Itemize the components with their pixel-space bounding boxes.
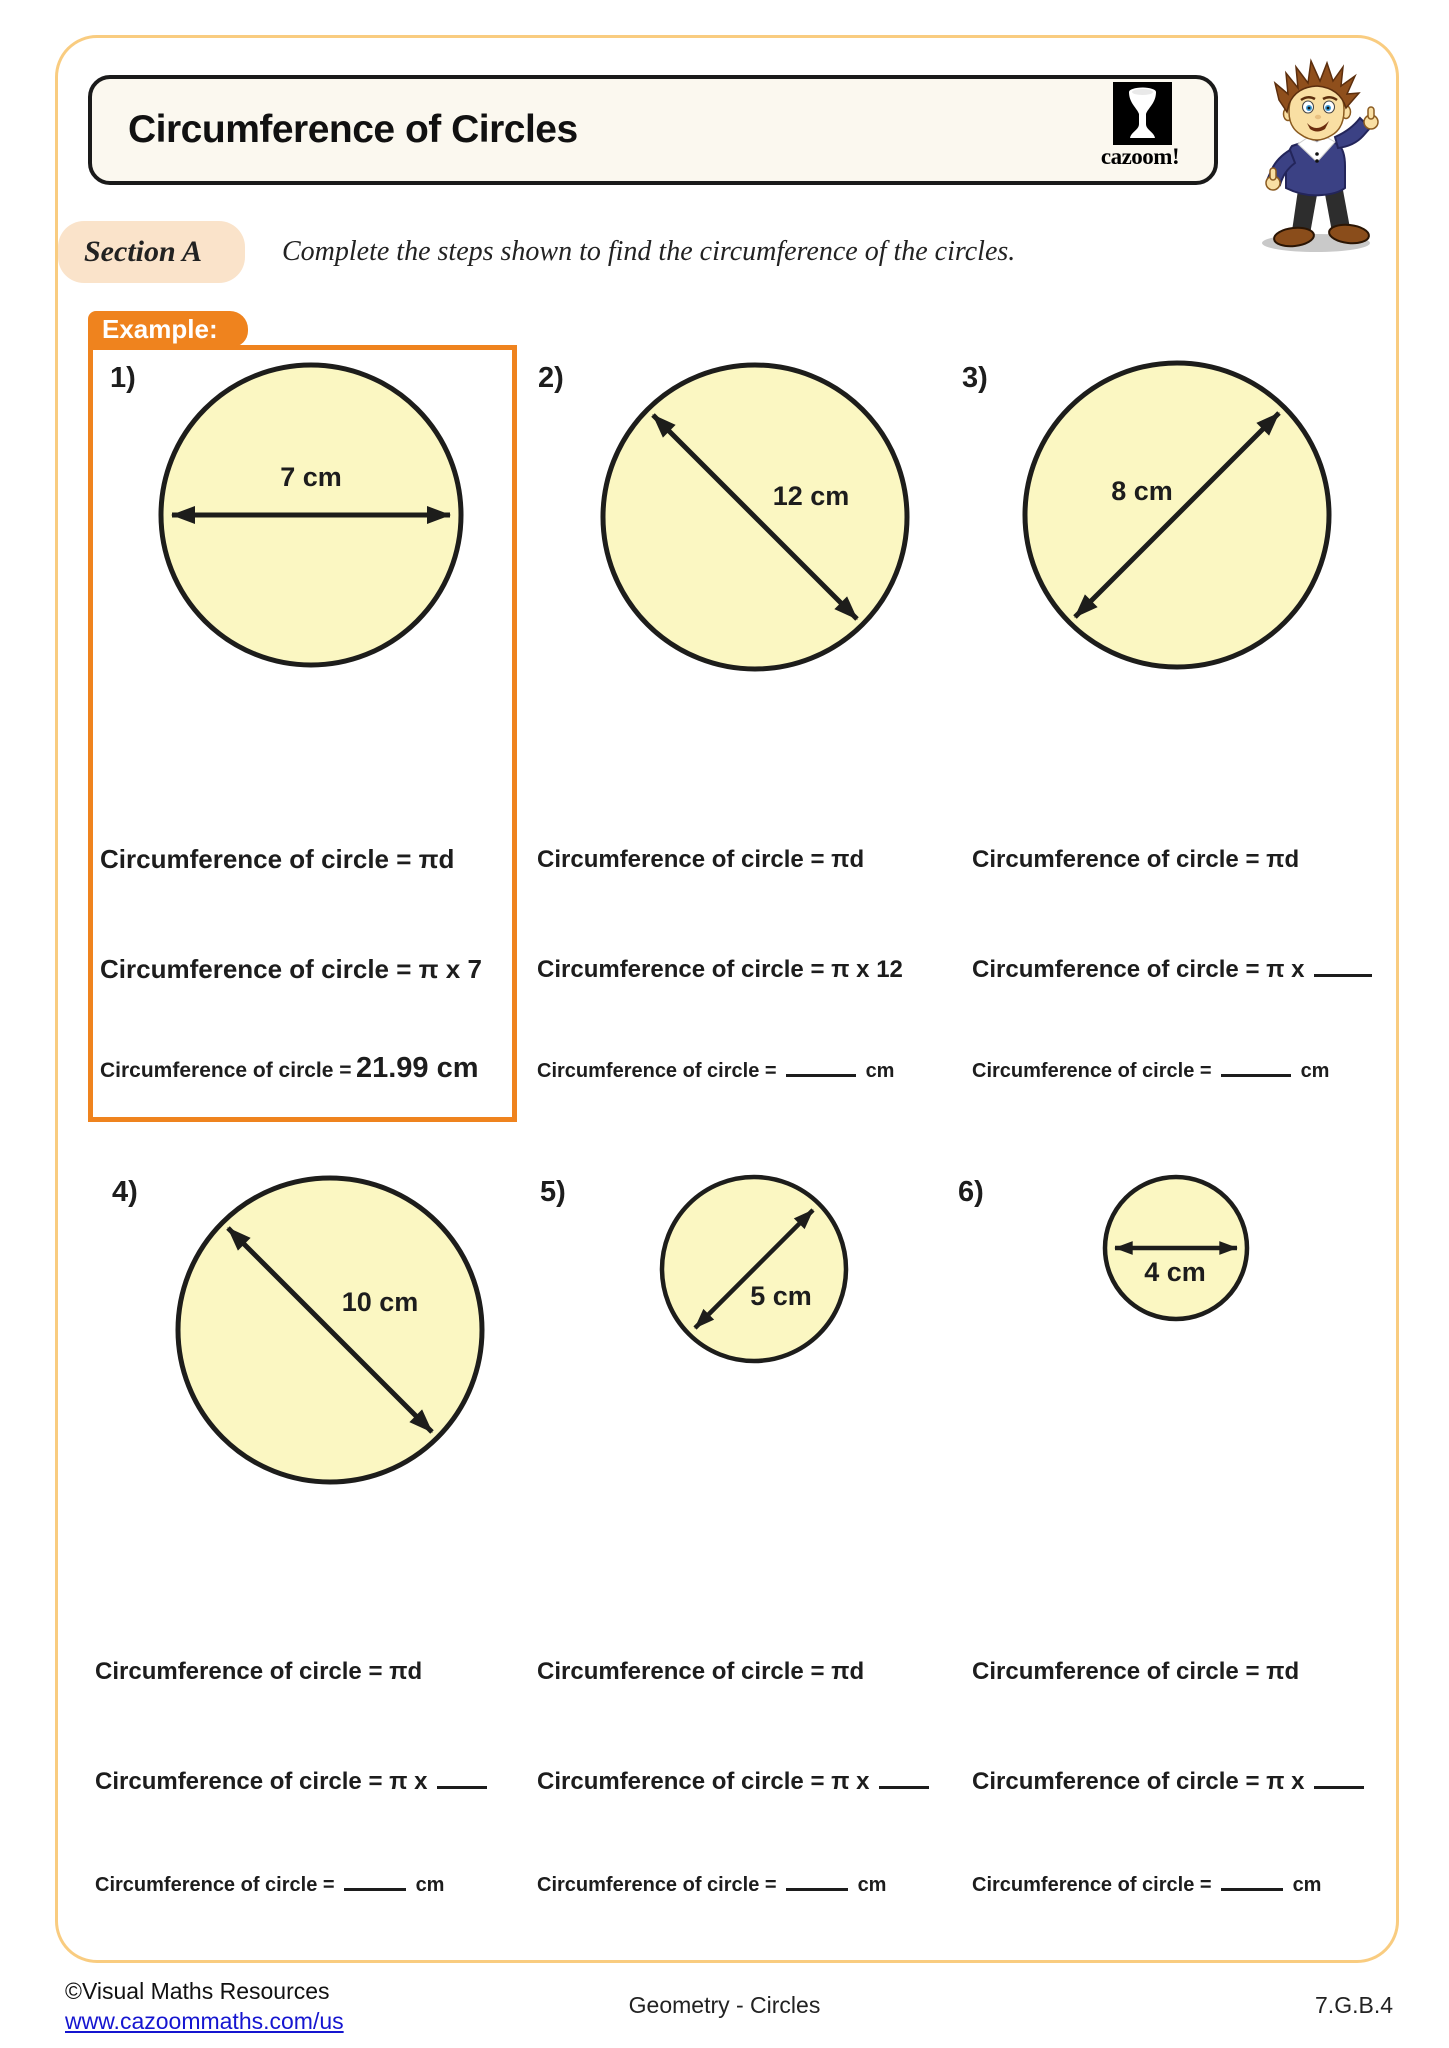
- circle-figure-5: [656, 1171, 852, 1367]
- problem-number-5: 5): [540, 1176, 566, 1208]
- formula-result-prefix: Circumference of circle =: [972, 1060, 1212, 1082]
- formula-line-1: Circumference of circle = πd: [537, 846, 865, 873]
- formula-substitution-prefix: Circumference of circle = π x: [537, 1768, 870, 1795]
- diameter-label-6: 4 cm: [1144, 1257, 1206, 1287]
- footer-link[interactable]: www.cazoommaths.com/us: [65, 2008, 344, 2034]
- footer-standard-code: 7.G.B.4: [1315, 1992, 1393, 2018]
- formula-line-3: [537, 1874, 886, 1897]
- formula-result-unit: cm: [857, 1874, 887, 1896]
- blank-underline[interactable]: [1314, 1782, 1364, 1789]
- title-box: [88, 75, 1218, 185]
- formula-line-2: [537, 1768, 929, 1796]
- section-a-pill: [58, 221, 245, 283]
- blank-underline[interactable]: [1221, 1884, 1283, 1891]
- mascot-illustration: [1232, 50, 1402, 255]
- cazoom-logo: [1113, 82, 1172, 145]
- page-title: Circumference of Circles: [128, 108, 578, 151]
- formula-substitution-prefix: Circumference of circle = π x: [95, 1768, 428, 1795]
- blank-underline[interactable]: [786, 1884, 848, 1891]
- problem-number-1: 1): [110, 362, 136, 394]
- diameter-label-1: 7 cm: [280, 462, 342, 492]
- problem-number-4: 4): [112, 1176, 138, 1208]
- problem-number-2: 2): [538, 362, 564, 394]
- diameter-label-4: 10 cm: [341, 1287, 419, 1317]
- blank-underline[interactable]: [786, 1070, 856, 1077]
- formula-line-1: Circumference of circle = πd: [972, 1658, 1300, 1685]
- circle-figure-2: [597, 359, 913, 675]
- formula-result-prefix: Circumference of circle =: [95, 1874, 335, 1896]
- formula-result-prefix: Circumference of circle =: [537, 1874, 777, 1896]
- formula-line-3: [972, 1060, 1329, 1083]
- example-tab: [88, 311, 248, 347]
- formula-line-3: [95, 1874, 444, 1897]
- section-a-label: Section A: [84, 235, 203, 268]
- section-instruction: Complete the steps shown to find the circumference of the circles.: [282, 236, 1016, 267]
- problem-number-6: 6): [958, 1176, 984, 1208]
- drum-icon: [1113, 82, 1172, 145]
- formula-result-prefix: Circumference of circle =: [537, 1060, 777, 1082]
- problem-number-3: 3): [962, 362, 988, 394]
- formula-result-unit: cm: [1292, 1874, 1322, 1896]
- formula-result-unit: cm: [1300, 1060, 1330, 1082]
- formula-line-2: [95, 1768, 487, 1796]
- footer-copyright: ©Visual Maths Resources: [65, 1978, 330, 2004]
- example-label: Example:: [102, 313, 218, 344]
- blank-underline[interactable]: [879, 1782, 929, 1789]
- circle-figure-4: [172, 1172, 488, 1488]
- brand-label: cazoom!: [1100, 144, 1180, 169]
- formula-result-prefix: Circumference of circle =: [972, 1874, 1212, 1896]
- formula-line-2: [972, 956, 1372, 984]
- circle-figure-6: [1099, 1171, 1253, 1325]
- formula-line-1: Circumference of circle = πd: [100, 844, 455, 874]
- formula-result-prefix: Circumference of circle =: [100, 1059, 352, 1082]
- formula-line-2: Circumference of circle = π x 12: [537, 956, 903, 983]
- formula-line-3: [537, 1060, 894, 1083]
- formula-line-2: Circumference of circle = π x 7: [100, 954, 482, 984]
- circle-figure-3: [1019, 357, 1335, 673]
- formula-substitution-prefix: Circumference of circle = π x: [972, 956, 1305, 983]
- formula-substitution-prefix: Circumference of circle = π x: [972, 1768, 1305, 1795]
- formula-line-3: [972, 1874, 1321, 1897]
- blank-underline[interactable]: [1221, 1070, 1291, 1077]
- formula-line-1: Circumference of circle = πd: [972, 846, 1300, 873]
- formula-result-unit: cm: [415, 1874, 445, 1896]
- formula-line-1: Circumference of circle = πd: [95, 1658, 423, 1685]
- diameter-label-5: 5 cm: [750, 1281, 812, 1311]
- formula-line-2: [972, 1768, 1364, 1796]
- footer-subject: Geometry - Circles: [628, 1992, 821, 2018]
- blank-underline[interactable]: [344, 1884, 406, 1891]
- formula-line-1: Circumference of circle = πd: [537, 1658, 865, 1685]
- diameter-label-3: 8 cm: [1111, 476, 1173, 506]
- diameter-label-2: 12 cm: [772, 481, 850, 511]
- formula-result-value: 21.99 cm: [355, 1052, 479, 1084]
- blank-underline[interactable]: [437, 1782, 487, 1789]
- formula-result-unit: cm: [865, 1060, 895, 1082]
- blank-underline[interactable]: [1314, 970, 1372, 977]
